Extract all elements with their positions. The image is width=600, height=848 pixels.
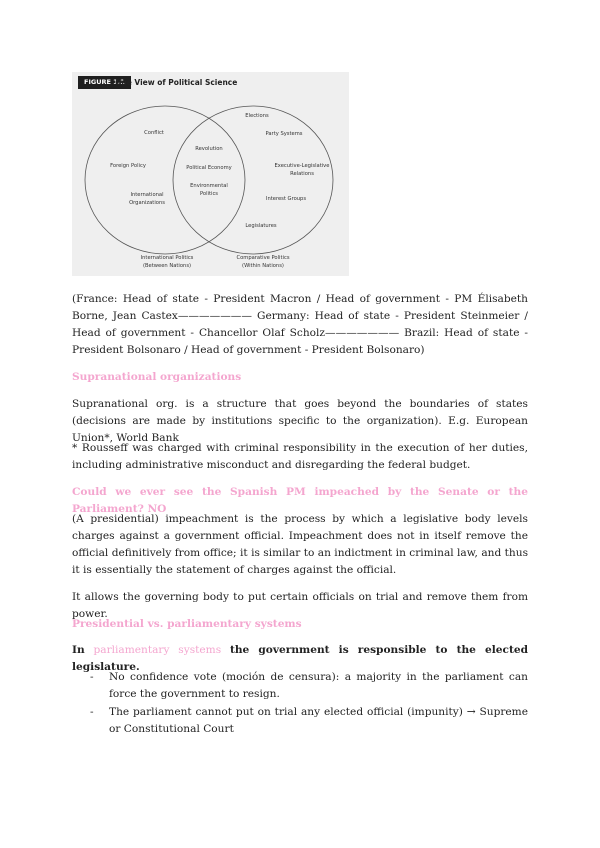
venn-right-circle: [173, 106, 333, 254]
bullet-dash: -: [90, 706, 94, 718]
supranational-heading: Supranational organizations: [72, 371, 242, 383]
bullet-text: No confidence vote (moción de censura): a majority in the parliament can force the government to resign.: [109, 671, 528, 700]
parliamentary-systems-statement: the government is responsible to the elected legislature.: [72, 644, 529, 673]
venn-right-item: Elections: [245, 113, 269, 119]
venn-right-item: Executive-Legislative: [274, 163, 330, 169]
heads-of-state-paragraph: (France: Head of state - President Macron / Head of government - PM Élisabeth Borne, Jean Castex——————— Germany: Head of state - President Steinmeier / Head of government - Chancellor Olaf Scholz——————— Brazil: Head of state - President Bolsonaro / Head of government - President Bolsonaro): [72, 293, 528, 356]
venn-left-item: International: [130, 192, 164, 198]
venn-left-caption: International Politics: [140, 255, 194, 261]
venn-right-item: Legislatures: [245, 223, 277, 229]
venn-diagram: [72, 72, 349, 276]
bullet-dash: -: [90, 671, 94, 683]
venn-right-caption: Comparative Politics: [236, 255, 290, 261]
venn-right-item: Party Systems: [265, 131, 303, 137]
presidential-vs-parliamentary-heading: Presidential vs. parliamentary systems: [72, 618, 302, 630]
venn-left-item: Foreign Policy: [110, 163, 146, 169]
venn-overlap-item: Revolution: [195, 146, 223, 152]
venn-right-caption-sub: (Within Nations): [242, 263, 284, 269]
figure-venn-diagram: [72, 72, 349, 276]
venn-overlap-item: Political Economy: [186, 165, 232, 171]
rousseff-note: * Rousseff was charged with criminal responsibility in the execution of her duties, including administrative misconduct and disregarding the federal budget.: [72, 442, 528, 471]
impeachment-purpose: It allows the governing body to put certain officials on trial and remove them from power.: [72, 591, 528, 620]
impeachment-definition: (A presidential) impeachment is the process by which a legislative body levels charges against a government official. Impeachment does not in itself remove the official definitively from office; it is similar to an indictment in criminal law, and thus it is essentially the statement of charges against the official.: [72, 513, 528, 576]
impeachment-question: Could we ever see the Spanish PM impeached by the Senate or the Parliament? NO: [72, 486, 528, 515]
figure-number-label: FIGURE 1.1: [78, 76, 131, 89]
venn-right-item: Relations: [290, 171, 314, 177]
venn-left-circle: [85, 106, 245, 254]
venn-left-item: Conflict: [144, 130, 164, 136]
venn-overlap-item: Environmental: [190, 183, 228, 189]
venn-left-caption-sub: (Between Nations): [142, 263, 192, 269]
venn-left-item: Organizations: [129, 200, 165, 206]
supranational-definition: Supranational org. is a structure that goes beyond the boundaries of states (decisions are made by institutions specific to the organization). E.g. European Union*, World Bank: [72, 398, 528, 444]
venn-overlap-item: Politics: [199, 191, 219, 197]
in-word: In: [72, 644, 85, 656]
figure-title: One View of Political Science: [115, 78, 238, 87]
bullet-text: The parliament cannot put on trial any elected official (impunity) → Supreme or Constitutional Court: [109, 706, 528, 735]
parliamentary-systems-term: parliamentary systems: [93, 644, 222, 656]
venn-right-item: Interest Groups: [265, 196, 307, 202]
